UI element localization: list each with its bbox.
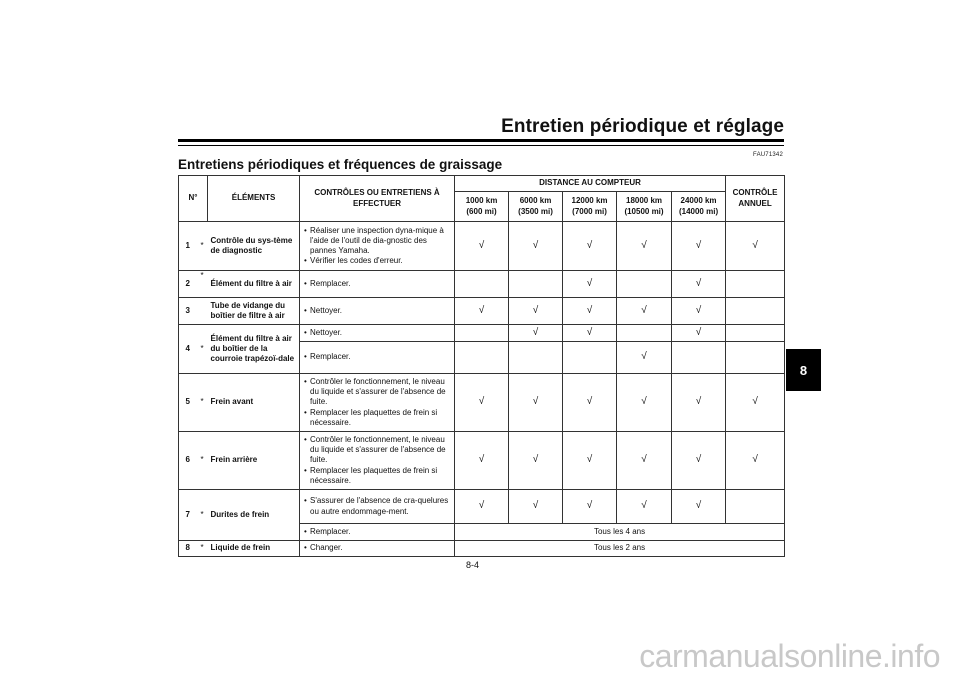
star-empty <box>197 298 208 325</box>
row-number: 5 <box>179 374 197 432</box>
row-actions <box>300 325 455 342</box>
km-value: 1000 km <box>465 196 498 206</box>
check-mark: √ <box>617 432 672 490</box>
check-mark: √ <box>509 490 563 524</box>
table-row <box>179 432 785 490</box>
km-value: 24000 km <box>680 196 717 206</box>
table-row <box>179 374 785 432</box>
row-element: Tube de vidange du boîtier de filtre à air <box>208 298 300 325</box>
action-item: • Remplacer. <box>304 279 450 289</box>
row-actions <box>300 298 455 325</box>
action-item: • Changer. <box>304 543 450 553</box>
km-value: 6000 km <box>519 196 552 206</box>
row-element: Frein avant <box>208 374 300 432</box>
row-element: Liquide de frein <box>208 541 300 557</box>
row-element: Frein arrière <box>208 432 300 490</box>
check-mark: √ <box>563 298 617 325</box>
row-actions <box>300 490 455 524</box>
row-number: 7 <box>179 490 197 541</box>
check-mark: √ <box>672 374 726 432</box>
page-number: 8-4 <box>466 560 480 570</box>
check-cell-empty <box>726 298 785 325</box>
check-cell-empty <box>672 342 726 374</box>
check-mark: √ <box>563 374 617 432</box>
section-code: FAU71342 <box>753 152 783 158</box>
check-cell-empty <box>509 342 563 374</box>
star-mark: * <box>197 541 208 557</box>
check-cell-empty <box>726 490 785 524</box>
page-header-title: Entretien périodique et réglage <box>501 116 784 137</box>
check-mark: √ <box>672 222 726 271</box>
check-cell-empty <box>617 271 672 298</box>
header-rule-thin <box>178 145 784 146</box>
mi-value: (3500 mi) <box>518 206 553 216</box>
table-row <box>179 325 785 342</box>
maintenance-table <box>178 175 785 557</box>
check-mark: √ <box>726 374 785 432</box>
check-mark: √ <box>726 222 785 271</box>
header-checks: CONTRÔLES OU ENTRETIENS À EFFECTUER <box>300 176 455 222</box>
section-title: Entretiens périodiques et fréquences de graissage <box>178 157 503 172</box>
table-row <box>179 298 785 325</box>
km-value: 12000 km <box>571 196 608 206</box>
star-mark: * <box>197 325 208 374</box>
header-elements: ÉLÉMENTS <box>208 176 300 222</box>
watermark: carmanualsonline.info <box>639 638 940 674</box>
check-mark: √ <box>509 374 563 432</box>
header-km-5 <box>672 192 726 222</box>
action-item: • Nettoyer. <box>304 328 450 338</box>
check-cell-empty <box>617 325 672 342</box>
row-actions <box>300 541 455 557</box>
row-actions <box>300 222 455 271</box>
row-element: Durites de frein <box>208 490 300 541</box>
check-mark: √ <box>455 432 509 490</box>
check-mark: √ <box>617 490 672 524</box>
interval-text: Tous les 4 ans <box>455 524 785 541</box>
row-number: 2 <box>179 271 197 298</box>
row-number: 3 <box>179 298 197 325</box>
check-cell-empty <box>726 342 785 374</box>
header-km-2 <box>509 192 563 222</box>
star-mark: * <box>197 222 208 271</box>
check-cell-empty <box>726 271 785 298</box>
km-value: 18000 km <box>626 196 663 206</box>
row-actions <box>300 524 455 541</box>
mi-value: (600 mi) <box>466 206 497 216</box>
header-no: N° <box>179 176 208 222</box>
action-item: • S'assurer de l'absence de cra-quelures ou autre endommage-ment. <box>304 496 450 516</box>
row-actions <box>300 374 455 432</box>
row-number: 8 <box>179 541 197 557</box>
action-item: • Réaliser une inspection dyna-mique à l'aide de l'outil de dia-gnostic des pannes Yamaha. <box>304 226 450 257</box>
header-rule <box>178 139 784 142</box>
mi-value: (10500 mi) <box>624 206 664 216</box>
check-cell-empty <box>563 342 617 374</box>
check-mark: √ <box>563 271 617 298</box>
star-mark: * <box>197 432 208 490</box>
action-item: • Remplacer. <box>304 527 450 537</box>
header-km-3 <box>563 192 617 222</box>
check-mark: √ <box>455 222 509 271</box>
row-actions <box>300 271 455 298</box>
check-cell-empty <box>455 342 509 374</box>
row-actions <box>300 342 455 374</box>
row-element: Élément du filtre à air du boîtier de la courroie trapézoï-dale <box>208 325 300 374</box>
check-mark: √ <box>509 432 563 490</box>
chapter-tab: 8 <box>786 349 821 391</box>
action-item: • Remplacer. <box>304 352 450 362</box>
maintenance-table-wrap <box>178 175 784 553</box>
check-mark: √ <box>672 271 726 298</box>
check-mark: √ <box>563 432 617 490</box>
check-mark: √ <box>509 298 563 325</box>
header-annual: CONTRÔLE ANNUEL <box>726 176 785 222</box>
check-mark: √ <box>455 298 509 325</box>
mi-value: (14000 mi) <box>678 206 719 216</box>
table-row <box>179 271 785 298</box>
check-mark: √ <box>563 490 617 524</box>
header-distance: DISTANCE AU COMPTEUR <box>455 176 726 192</box>
action-item: • Nettoyer. <box>304 306 450 316</box>
check-mark: √ <box>455 490 509 524</box>
action-item: • Contrôler le fonctionnement, le niveau du liquide et s'assurer de l'absence de fuite. <box>304 377 450 408</box>
row-element: Contrôle du sys-tème de diagnostic <box>208 222 300 271</box>
check-cell-empty <box>726 325 785 342</box>
check-mark: √ <box>672 325 726 342</box>
interval-text: Tous les 2 ans <box>455 541 785 557</box>
header-km-4 <box>617 192 672 222</box>
action-item: • Remplacer les plaquettes de frein si nécessaire. <box>304 466 450 486</box>
check-cell-empty <box>455 271 509 298</box>
header-km-1 <box>455 192 509 222</box>
check-mark: √ <box>563 325 617 342</box>
check-mark: √ <box>617 222 672 271</box>
star-mark: * <box>197 374 208 432</box>
check-mark: √ <box>672 490 726 524</box>
check-mark: √ <box>672 432 726 490</box>
row-number: 4 <box>179 325 197 374</box>
check-mark: √ <box>672 298 726 325</box>
check-mark: √ <box>726 432 785 490</box>
table-row <box>179 541 785 557</box>
check-cell-empty <box>455 325 509 342</box>
check-mark: √ <box>617 374 672 432</box>
star-mark: * <box>197 490 208 541</box>
action-item: • Contrôler le fonctionnement, le niveau du liquide et s'assurer de l'absence de fuite. <box>304 435 450 466</box>
check-mark: √ <box>509 325 563 342</box>
check-mark: √ <box>617 342 672 374</box>
row-number: 1 <box>179 222 197 271</box>
action-item: • Remplacer les plaquettes de frein si nécessaire. <box>304 408 450 428</box>
check-cell-empty <box>509 271 563 298</box>
table-row <box>179 490 785 524</box>
table-row <box>179 222 785 271</box>
action-item: • Vérifier les codes d'erreur. <box>304 256 450 266</box>
table-header-row <box>179 176 785 192</box>
star-mark: * <box>197 271 208 298</box>
mi-value: (7000 mi) <box>572 206 607 216</box>
check-mark: √ <box>455 374 509 432</box>
row-actions <box>300 432 455 490</box>
check-mark: √ <box>617 298 672 325</box>
row-element: Élément du filtre à air <box>208 271 300 298</box>
check-mark: √ <box>509 222 563 271</box>
check-mark: √ <box>563 222 617 271</box>
row-number: 6 <box>179 432 197 490</box>
